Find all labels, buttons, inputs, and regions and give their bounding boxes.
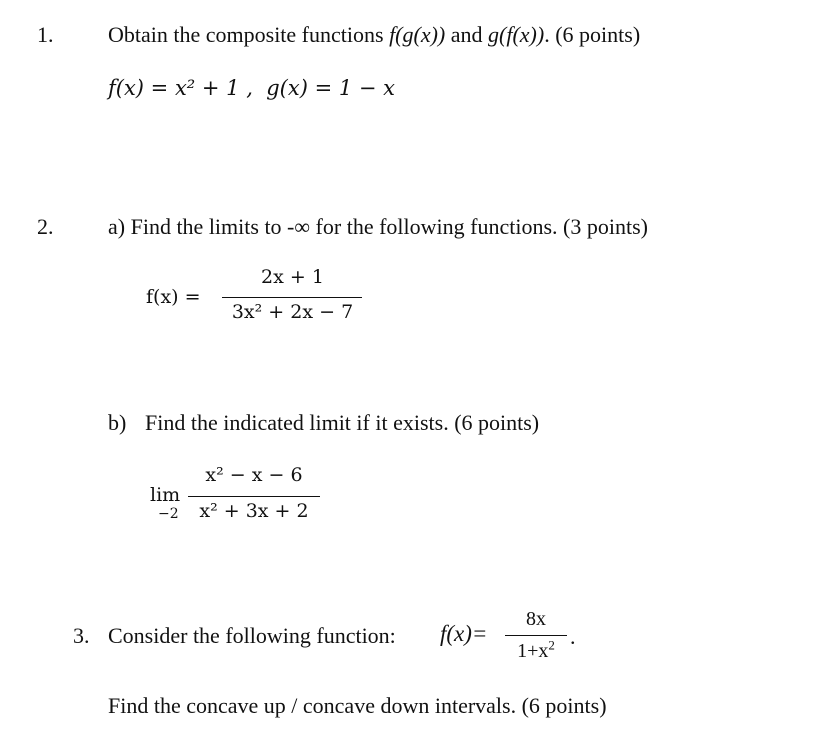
q2b-denominator: x² + 3x + 2 [199, 500, 309, 522]
q2a-lhs: f(x) = [146, 286, 201, 308]
q1-gof: g(f(x)) [488, 22, 545, 47]
q1-prompt [108, 22, 640, 48]
q1-and: and [445, 22, 489, 47]
q1-equation-f: f(x) = x² + 1 , [108, 76, 253, 100]
q3-fraction-bar [505, 635, 567, 636]
q2a-numerator: 2x + 1 [261, 266, 324, 288]
q3-denominator-exp: 2 [548, 637, 555, 653]
q3-denominator-base: 1+x [517, 640, 549, 662]
q2a-denominator: 3x² + 2x − 7 [231, 301, 354, 323]
q2b-lim: lim [150, 484, 181, 506]
q3-task: Find the concave up / concave down intervals. (6 points) [108, 693, 607, 718]
q1-text-before: Obtain the composite functions [108, 22, 390, 47]
q3-numerator: 8x [526, 608, 546, 630]
q1-equation-g: g(x) = 1 − x [266, 76, 396, 100]
q3-lhs: f(x)= [440, 621, 488, 646]
q2-number: 2. [37, 214, 54, 239]
q2b-text: Find the indicated limit if it exists. (6 points) [145, 410, 540, 435]
q1-equations [108, 76, 395, 100]
q2b-fraction-bar [188, 496, 320, 497]
q3-text: Consider the following function: [108, 623, 396, 648]
q2b-numerator: x² − x − 6 [205, 464, 303, 486]
q1-number: 1. [37, 22, 54, 47]
q2b-label: b) [108, 410, 127, 435]
q3-number: 3. [73, 623, 90, 648]
q2a-text: a) Find the limits to -∞ for the following functions. (3 points) [108, 214, 648, 239]
q2b-lim-sub: −2 [158, 506, 179, 522]
q1-text-after: . (6 points) [544, 22, 641, 47]
q3-denominator [503, 637, 569, 663]
q3-period: . [570, 624, 576, 649]
q1-fog: f(g(x)) [389, 22, 446, 47]
q2a-fraction-bar [222, 297, 362, 298]
